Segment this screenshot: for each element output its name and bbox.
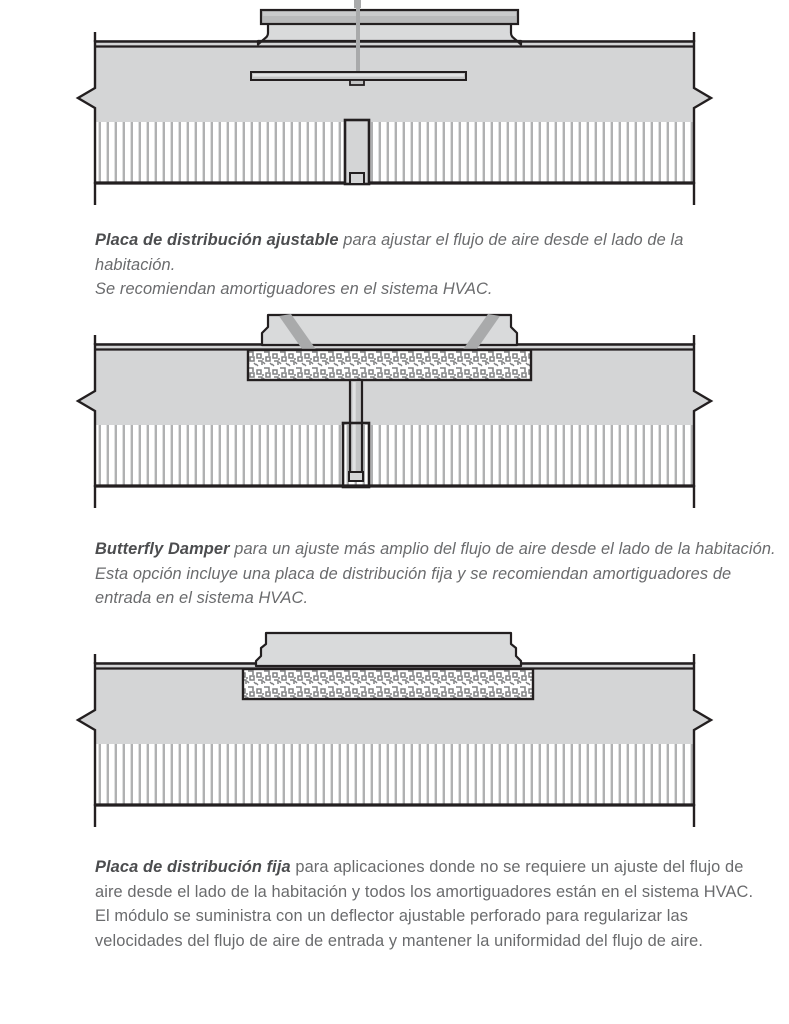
caption-body: para un ajuste más amplio del flujo de aire desde el lado de la habitación. Esta opción incluye una placa de distribución fija y se recomiendan amortiguadores de entrada en el sistema HVAC. [95,540,776,608]
stippled-filter-band [243,669,533,699]
figure-adjustable-distribution-plate [0,0,789,205]
caption-lead: Placa de distribución ajustable [95,231,339,250]
perforated-deflector-band [95,122,694,184]
perforated-deflector-band [95,744,694,806]
caption-lead: Butterfly Damper [95,540,230,559]
caption-lead: Placa de distribución fija [95,858,291,877]
perforated-deflector-band [95,425,694,487]
caption-body: para aplicaciones donde no se requiere un ajuste del flujo de aire desde el lado de la habitación y todos los amortiguadores están en el sistema HVAC. El módulo se suministra con un deflector ajustable perforado para regularizar las velocidades del flujo de aire de entrada y mantener la uniformidad del flujo de aire. [95,858,754,950]
caption-butterfly-damper [95,537,785,611]
central-adjuster-box [345,120,369,184]
top-dark-bar [261,10,518,24]
caption-fixed-distribution-plate [95,855,767,953]
figure-butterfly-damper [0,303,789,508]
stippled-filter-band [248,350,531,380]
figure-fixed-distribution-plate [0,622,789,827]
central-shaft [350,380,362,480]
duct-collar [258,22,521,45]
caption-adjustable-distribution-plate [95,228,715,302]
duct-collar [256,633,521,666]
caption-body: para ajustar el flujo de aire desde el lado de la habitación. Se recomiendan amortiguadores en el sistema HVAC. [95,231,684,299]
